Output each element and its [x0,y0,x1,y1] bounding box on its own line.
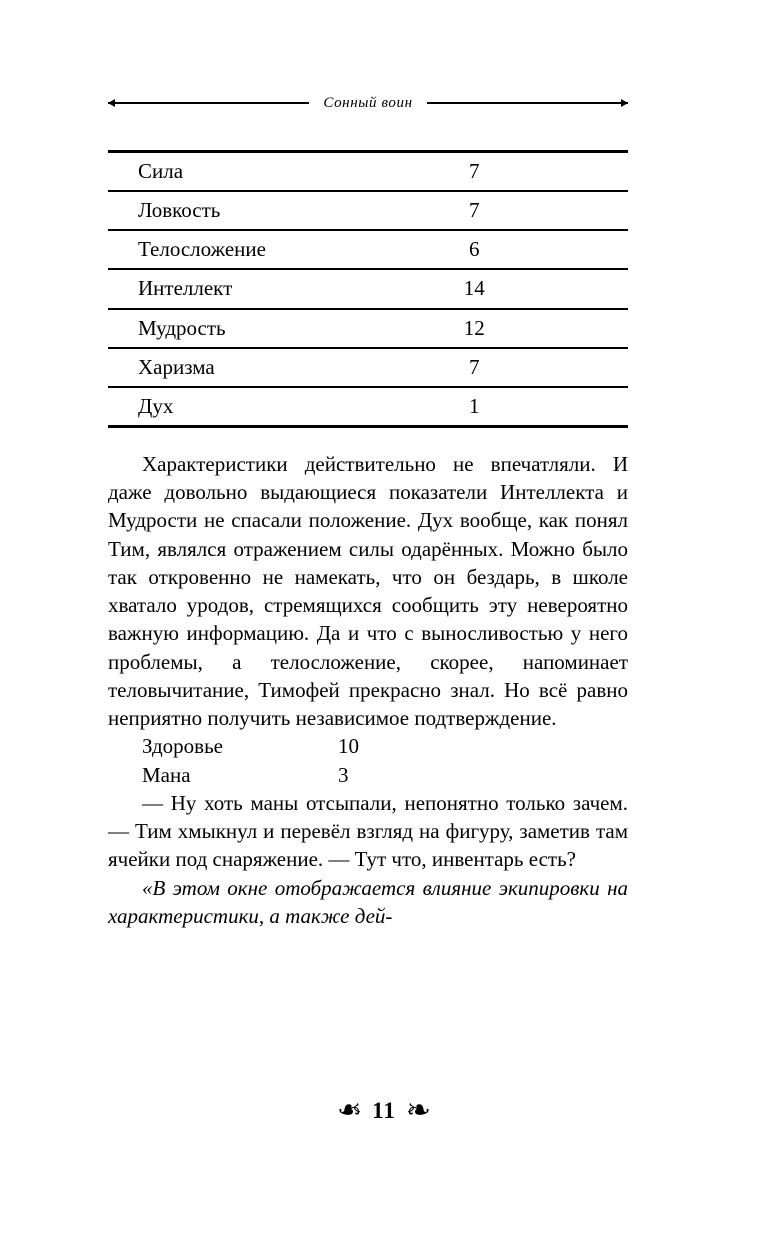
table-row [108,152,628,192]
stat-value: 7 [430,152,628,192]
mini-stat-value: 3 [338,762,349,787]
paragraph-2: — Ну хоть маны отсыпали, непонятно только зачем. — Тим хмыкнул и перевёл взгляд на фигуру, заметив там ячейки под снаряжение. — Тут что, инвентарь есть? [108,790,628,872]
body-text [108,450,628,930]
stat-value: 14 [430,269,628,308]
stat-name: Мудрость [108,309,430,348]
stat-name: Сила [108,152,430,192]
table-row [108,387,628,427]
ornament-left-icon: ❧ [336,1093,363,1128]
stat-name: Ловкость [108,191,430,230]
character-stats-table [108,150,628,428]
mini-stat-value: 10 [338,734,359,759]
header-rule-right [427,102,628,104]
header-rule-left [108,102,309,104]
ornament-right-icon: ❧ [405,1093,431,1128]
stat-value: 7 [430,348,628,387]
table-row [108,230,628,269]
stat-value: 1 [430,387,628,427]
table-row [108,309,628,348]
running-head [108,92,628,114]
table-row [108,348,628,387]
table-row [108,269,628,308]
stat-name: Интеллект [108,269,430,308]
running-title: Сонный воин [323,94,413,111]
mini-stat-name: Мана [142,762,191,787]
stat-name: Харизма [108,348,430,387]
page-number: 11 [372,1098,396,1123]
table-row [108,191,628,230]
paragraph-3: «В этом окне отображается влияние экипировки на характеристики, а также дей- [108,875,628,928]
stat-name: Дух [108,387,430,427]
stat-value: 7 [430,191,628,230]
list-item [108,761,628,789]
mini-stats-list [108,732,628,788]
mini-stat-name: Здоровье [142,734,223,759]
stat-name: Телосложение [108,230,430,269]
page-footer [0,1093,768,1128]
list-item [108,732,628,760]
stat-value: 12 [430,309,628,348]
stat-value: 6 [430,230,628,269]
paragraph-1: Характеристики действительно не впечатляли. И даже довольно выдающиеся показатели Интеллекта и Мудрости не спасали положение. Дух вообще, как понял Тим, являлся отражением силы одарённых. Можно было так откровенно не намекать, что он бездарь, в школе хватало уродов, стремящихся сообщить эту невероятно важную информацию. Да и что с выносливостью у него проблемы, а телосложение, скорее, напоминает теловычитание, Тимофей прекрасно знал. Но всё равно неприятно получить независимое подтверждение. [108,452,628,731]
